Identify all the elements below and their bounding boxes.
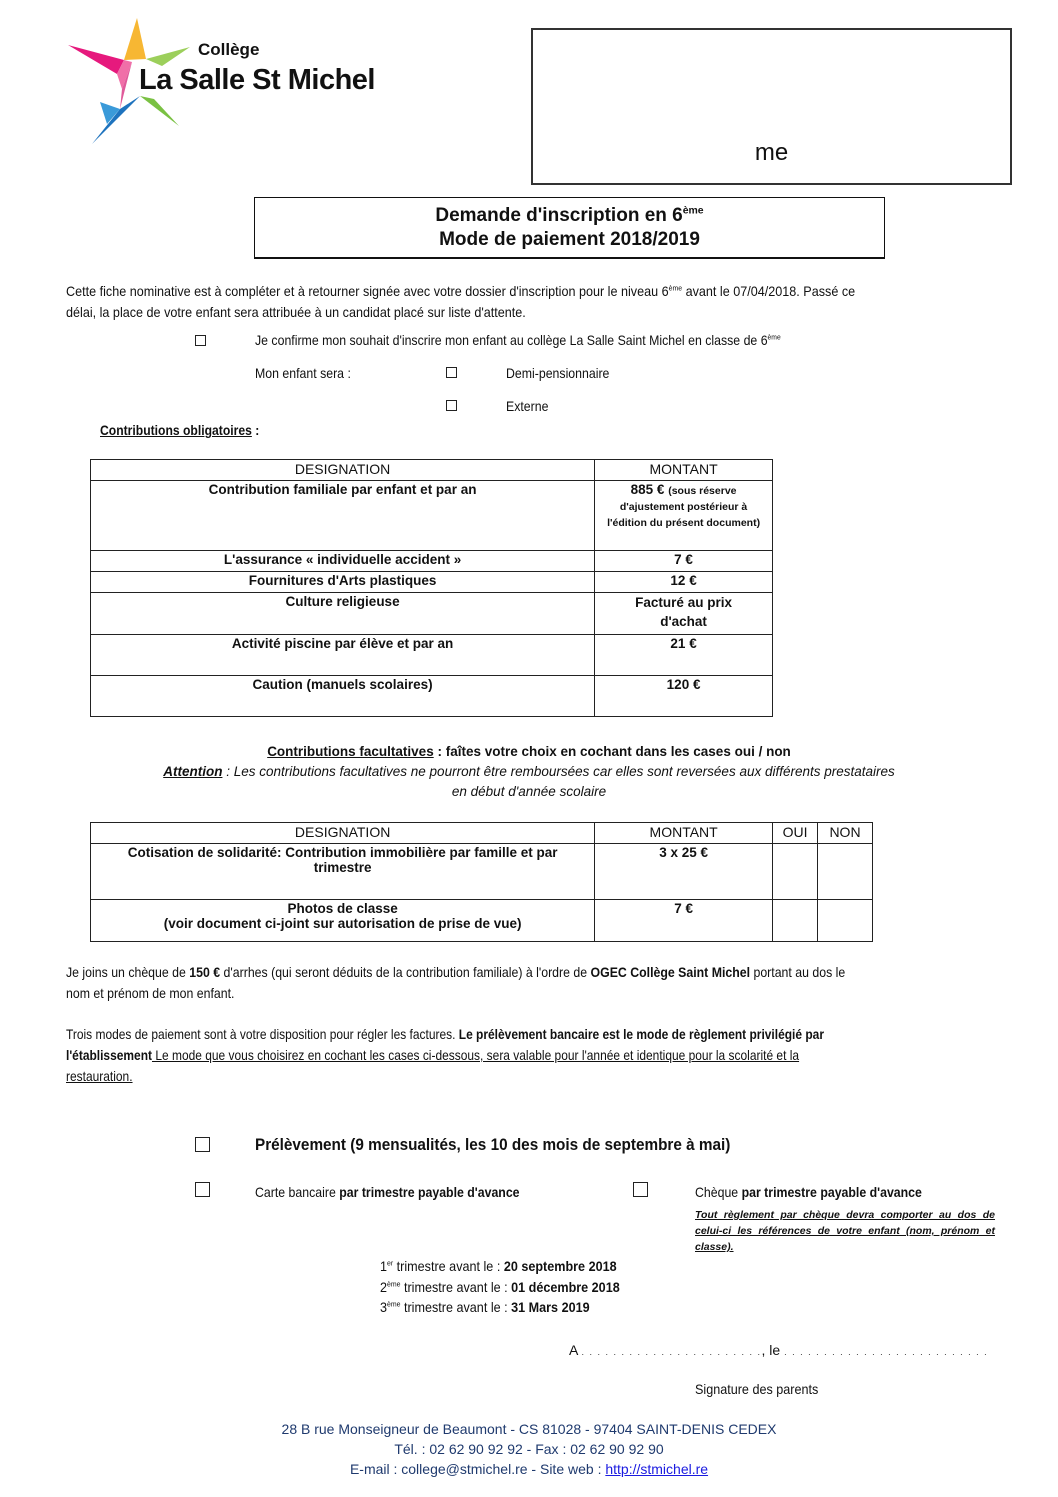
- row-amount: 7 €: [595, 551, 773, 572]
- table-row: [91, 900, 873, 942]
- row-amount: 12 €: [595, 572, 773, 593]
- cheque-bold: par trimestre payable d'avance: [741, 1184, 922, 1200]
- modes-bold-2: l'établissement: [66, 1047, 153, 1063]
- optional-heading-text: Contributions facultatives: [267, 744, 434, 759]
- table-row: [91, 593, 773, 635]
- schedule-date: 01 décembre 2018: [511, 1278, 620, 1295]
- oui-cell[interactable]: [773, 844, 818, 900]
- confirm-text: Je confirme mon souhait d'inscrire mon enfant au collège La Salle Saint Michel en classe de 6: [255, 332, 768, 348]
- page-title: [254, 197, 885, 259]
- header-oui: OUI: [773, 823, 818, 844]
- row-designation: Fournitures d'Arts plastiques: [91, 572, 595, 593]
- website-link[interactable]: http://stmichel.re: [605, 1461, 709, 1477]
- schedule-row: [380, 1256, 620, 1277]
- row-amount: [595, 481, 773, 551]
- regime-label: Mon enfant sera :: [255, 365, 351, 381]
- amount-note: (sous réserve d'ajustement postérieur à l'édition du présent document): [607, 485, 761, 529]
- schedule-n: 3: [380, 1299, 388, 1315]
- date-label: , le: [761, 1342, 781, 1358]
- prelevement-checkbox[interactable]: [195, 1137, 210, 1152]
- intro-paragraph: [66, 281, 1001, 323]
- header-montant: MONTANT: [595, 823, 773, 844]
- schedule-label: trimestre avant le :: [393, 1258, 504, 1274]
- logo-subtitle: Collège: [198, 40, 260, 59]
- row-amount: 21 €: [595, 635, 773, 676]
- schedule-n: 1: [380, 1258, 388, 1274]
- modes-bold-1: Le prélèvement bancaire est le mode de règlement privilégié par: [458, 1026, 824, 1042]
- non-cell[interactable]: [818, 844, 873, 900]
- date-field[interactable]: . . . . . . . . . . . . . . . . . . . . . . . . . .: [784, 1347, 989, 1357]
- schedule-date: 31 Mars 2019: [511, 1299, 590, 1315]
- amount-value: 885 €: [630, 482, 665, 497]
- cheque-checkbox[interactable]: [633, 1182, 648, 1197]
- attention-notice-line2: en début d'année scolaire: [451, 784, 607, 799]
- schedule-label: trimestre avant le :: [400, 1299, 512, 1315]
- title-line2: Mode de paiement 2018/2019: [439, 229, 700, 250]
- footer-phones: Tél. : 02 62 90 92 92 - Fax : 02 62 90 92 90: [394, 1441, 664, 1457]
- table-header-row: [91, 823, 873, 844]
- intro-sup: ème: [668, 283, 683, 293]
- oui-cell[interactable]: [773, 900, 818, 942]
- deposit-text-1: Je joins un chèque de: [66, 964, 190, 980]
- schedule-row: [380, 1277, 620, 1298]
- logo-title: La Salle St Michel: [139, 64, 375, 96]
- modes-underlined-1: Le mode que vous choisirez en cochant les cases ci-dessous, sera valable pour l'année et identique pour la scolarité et la: [152, 1047, 800, 1063]
- modes-text-1: Trois modes de paiement sont à votre disposition pour régler les factures.: [66, 1026, 459, 1042]
- table-row: [91, 844, 873, 900]
- schedule-row: [380, 1297, 620, 1318]
- table-header-row: [91, 460, 773, 481]
- intro-text-1: Cette fiche nominative est à compléter et à retourner signée avec votre dossier d'inscription pour le niveau 6: [66, 283, 669, 299]
- schedule-n: 2: [380, 1278, 388, 1295]
- externe-label: Externe: [506, 398, 549, 414]
- confirm-label: [255, 330, 781, 351]
- signature-caption: Signature des parents: [695, 1381, 819, 1397]
- confirm-checkbox[interactable]: [195, 335, 206, 346]
- row-designation: Culture religieuse: [91, 593, 595, 635]
- row-amount: 7 €: [595, 900, 773, 942]
- designation-line2: (voir document ci-joint sur autorisation de prise de vue): [163, 916, 522, 931]
- row-designation: [91, 900, 595, 942]
- row-amount: Facturé au prix d'achat: [595, 593, 773, 635]
- table-row: [91, 551, 773, 572]
- deposit-text-4: nom et prénom de mon enfant.: [66, 985, 235, 1001]
- college-logo: [62, 14, 382, 149]
- carte-bancaire-label: [255, 1182, 520, 1203]
- deposit-text-3: portant au dos le: [750, 964, 846, 980]
- mandatory-table: [90, 459, 773, 717]
- optional-heading-suffix: : faîtes votre choix en cochant dans les cases oui / non: [433, 744, 791, 759]
- row-designation: Caution (manuels scolaires): [91, 676, 595, 717]
- place-field[interactable]: . . . . . . . . . . . . . . . . . . . . . . .: [581, 1347, 762, 1357]
- signature-line: [569, 1340, 988, 1363]
- row-designation: L'assurance « individuelle accident »: [91, 551, 595, 572]
- attention-text: : Les contributions facultatives ne pourront être remboursées car elles sont reversées aux différents prestataires: [222, 764, 895, 779]
- header-designation: DESIGNATION: [91, 823, 595, 844]
- modes-paragraph: [66, 1024, 1058, 1087]
- table-row: [91, 481, 773, 551]
- row-designation: Contribution familiale par enfant et par an: [91, 481, 595, 551]
- title-line1: Demande d'inscription en 6: [435, 205, 683, 226]
- designation-line1: Photos de classe: [287, 901, 398, 916]
- row-amount: 3 x 25 €: [595, 844, 773, 900]
- carte-bancaire-checkbox[interactable]: [195, 1182, 210, 1197]
- header-designation: DESIGNATION: [91, 460, 595, 481]
- intro-text-3: délai, la place de votre enfant sera attribuée à un candidat placé sur liste d'attente.: [66, 304, 526, 320]
- carte-bold: par trimestre payable d'avance: [339, 1184, 520, 1200]
- mandatory-heading-suffix: :: [251, 423, 260, 438]
- schedule-date: 20 septembre 2018: [503, 1258, 617, 1274]
- deposit-payee: OGEC Collège Saint Michel: [590, 964, 751, 980]
- footer-contact: [0, 1459, 1058, 1479]
- mandatory-heading-text: Contributions obligatoires: [100, 423, 252, 438]
- schedule-label: trimestre avant le :: [400, 1278, 512, 1295]
- prelevement-label: Prélèvement (9 mensualités, les 10 des mois de septembre à mai): [255, 1135, 731, 1154]
- footer-address: 28 B rue Monseigneur de Beaumont - CS 81028 - 97404 SAINT-DENIS CEDEX: [281, 1421, 777, 1437]
- carte-text: Carte bancaire: [255, 1184, 340, 1200]
- row-amount: 120 €: [595, 676, 773, 717]
- modes-underlined-2: restauration.: [66, 1068, 133, 1084]
- mandatory-heading: [100, 420, 259, 441]
- footer-email: E-mail : college@stmichel.re - Site web :: [349, 1461, 606, 1477]
- demi-pensionnaire-checkbox[interactable]: [446, 367, 457, 378]
- row-designation: Cotisation de solidarité: Contribution immobilière par famille et par trimestre: [91, 844, 595, 900]
- non-cell[interactable]: [818, 900, 873, 942]
- table-row: [91, 572, 773, 593]
- cheque-note: Tout règlement par chèque devra comporter au dos de celui-ci les références de votre enfant (nom, prénom et classe).: [695, 1209, 995, 1253]
- table-row: [91, 676, 773, 717]
- row-designation: Activité piscine par élève et par an: [91, 635, 595, 676]
- title-sup: ème: [682, 205, 704, 217]
- attention-notice: [0, 761, 1058, 782]
- schedule-sup: ème: [387, 1278, 401, 1288]
- demi-pensionnaire-label: Demi-pensionnaire: [506, 365, 610, 381]
- attention-label: Attention: [163, 764, 223, 779]
- deposit-text-2: d'arrhes (qui seront déduits de la contribution familiale) à l'ordre de: [220, 964, 591, 980]
- deposit-paragraph: [66, 962, 1058, 1004]
- footer: [0, 1419, 1058, 1479]
- stamp-text: me: [754, 139, 789, 166]
- trimester-schedule: [380, 1256, 646, 1318]
- cheque-text: Chèque: [695, 1184, 742, 1200]
- intro-text-2: avant le 07/04/2018. Passé ce: [682, 283, 856, 299]
- externe-checkbox[interactable]: [446, 400, 457, 411]
- cheque-label: [695, 1182, 922, 1203]
- schedule-sup: er: [387, 1258, 394, 1268]
- header-non: NON: [818, 823, 873, 844]
- optional-heading: [0, 741, 1058, 762]
- stamp-box: [531, 28, 1012, 185]
- header-montant: MONTANT: [595, 460, 773, 481]
- deposit-amount: 150 €: [189, 964, 221, 980]
- confirm-sup: ème: [767, 332, 781, 342]
- schedule-sup: ème: [387, 1299, 401, 1309]
- place-label: A: [569, 1342, 578, 1358]
- table-row: [91, 635, 773, 676]
- optional-table: [90, 822, 873, 942]
